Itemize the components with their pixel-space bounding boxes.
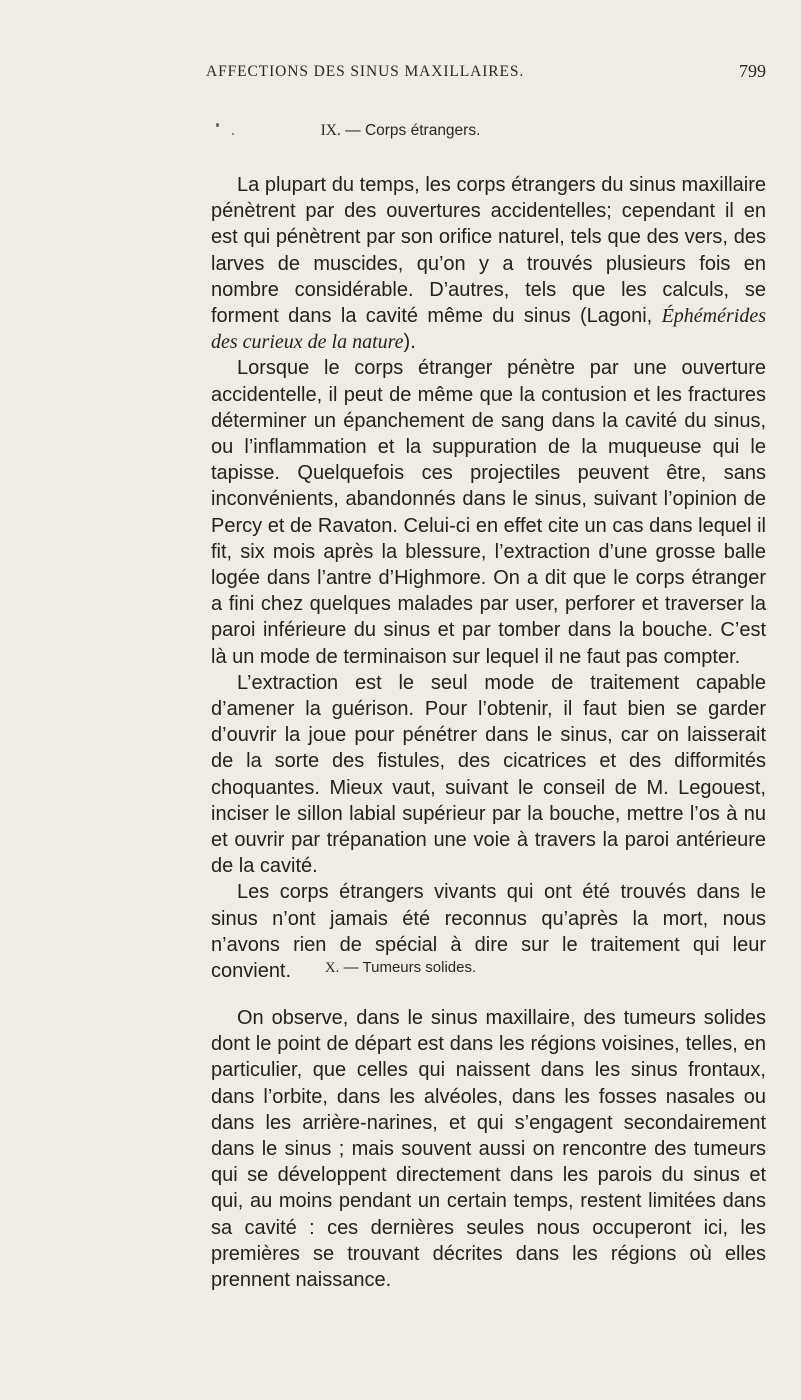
- section-number: X.: [324, 960, 340, 976]
- running-header: [190, 63, 790, 87]
- italic-citation: Éphémérides des curieux de la nature: [211, 305, 766, 354]
- section-ix-body: [211, 172, 766, 984]
- running-title: AFFECTIONS DES SINUS MAXILLAIRES.: [206, 63, 525, 80]
- paragraph-text: ).: [403, 331, 416, 354]
- section-title: Corps étrangers.: [364, 122, 481, 139]
- paragraph: L’extraction est le seul mode de traitement capable d’amener la guérison. Pour l’obtenir, il faut bien se garder d’ouvrir la joue pour pénétrer dans le sinus, car on laisserait de la sorte des fistules, des cicatrices et des difformités choquantes. Mieux vaut, suivant le conseil de M. Legouest, inciser le sillon labial supérieur par la bouche, mettre l’os à nu et ouvrir par trépanation une voie à travers la paroi antérieure de la cavité.: [211, 671, 766, 878]
- paragraph: Lorsque le corps étranger pénètre par une ouverture accidentelle, il peut de même que la contusion et les fractures déterminer un épanchement de sang dans la cavité du sinus, ou l’inflammation et la suppuration de la muqueuse qui le tapisse. Quelquefois ces projectiles peuvent être, sans inconvénients, abandonnés dans le sinus, suivant l’opinion de Percy et de Ravaton. Celui-ci en effet cite un cas dans lequel il fit, six mois après la blessure, l’extraction d’une grosse balle logée dans l’antre d’Highmore. On a dit que le corps étranger a fini chez quelques malades par user, perforer et traverser la paroi inférieure du sinus et par tomber dans la bouche. C’est là un mode de terminaison sur lequel il ne faut pas compter.: [211, 357, 766, 668]
- page-number: 799: [739, 61, 766, 81]
- section-x-body: [211, 1005, 766, 1293]
- paragraph: On observe, dans le sinus maxillaire, des tumeurs solides dont le point de départ est dans les régions voisines, telles, en particulier, que celles qui naissent dans les sinus frontaux, dans l’orbite, dans les alvéoles, dans les fosses nasales ou dans les arrière-narines, et qui s’engagent secondairement dans le sinus ; mais souvent aussi on rencontre des tumeurs qui se développent directement dans les parois du sinus et qui, au moins pendant un certain temps, restent limitées dans sa cavité : ces dernières seules nous occuperont ici, les premières se trouvant décrites dans les régions où elles prennent naissance.: [211, 1007, 766, 1292]
- paragraph: Les corps étrangers vivants qui ont été trouvés dans le sinus n’ont jamais été reconnus qu’après la mort, nous n’avons rien de spécial à dire sur le traitement qui leur convient.: [211, 881, 766, 983]
- section-number: IX.: [320, 122, 341, 139]
- section-title: Tumeurs solides.: [362, 959, 477, 976]
- section-separator: —: [343, 959, 359, 976]
- paragraph-text: La plupart du temps, les corps étrangers du sinus maxillaire pénètrent par des ouvertures accidentelles; cependant il en est qui pénètrent par son orifice naturel, tels que des vers, des larves de muscides, qu’on y a trouvés plusieurs fois en nombre considérable. D’autres, tels que les calculs, se forment dans la cavité même du sinus (Lagoni,: [211, 174, 766, 328]
- section-heading-ix: [0, 122, 801, 140]
- paragraph: [211, 172, 766, 355]
- section-heading-x: [0, 959, 801, 977]
- section-separator: —: [345, 122, 361, 139]
